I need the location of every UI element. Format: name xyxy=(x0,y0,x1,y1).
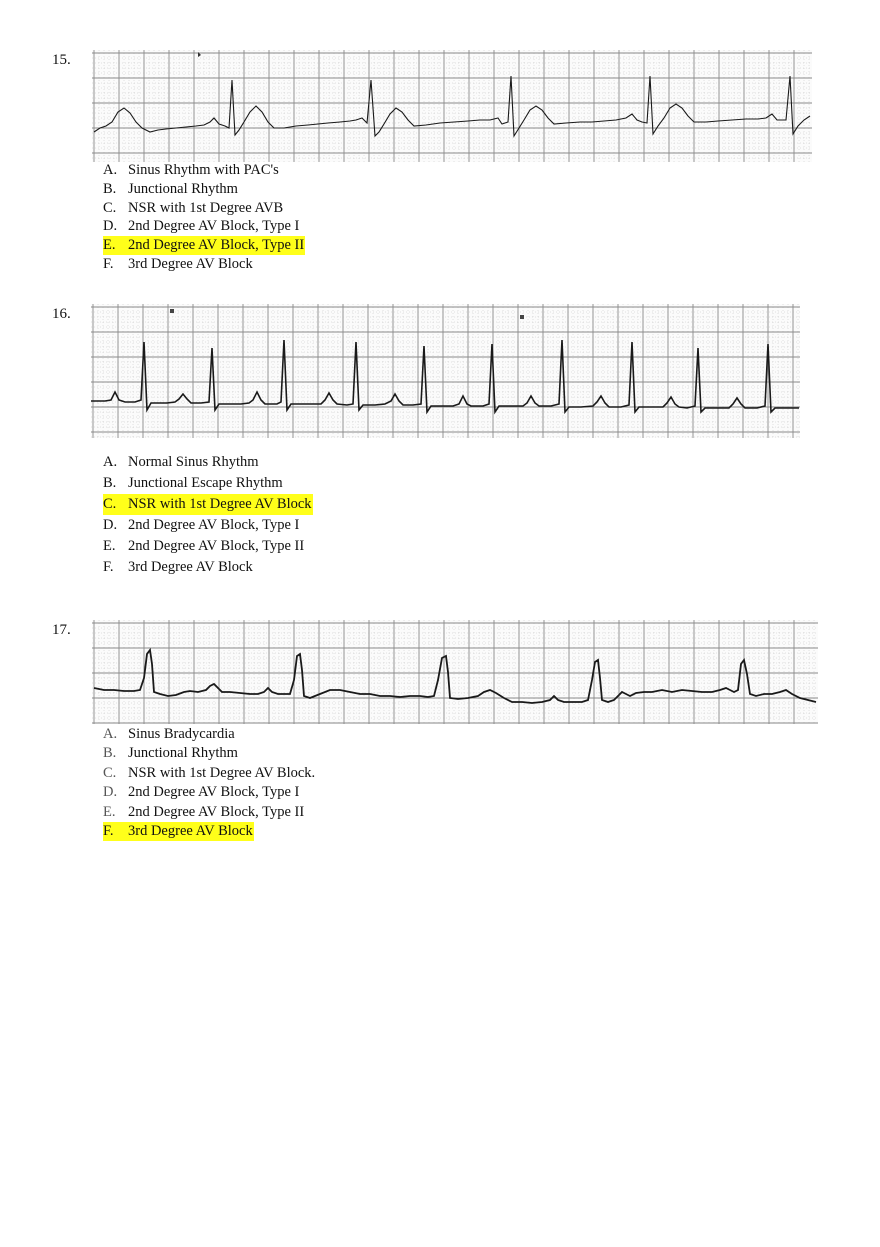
option-text: 2nd Degree AV Block, Type I xyxy=(128,218,300,235)
option-text: Normal Sinus Rhythm xyxy=(128,454,259,470)
option-16-E[interactable] xyxy=(103,536,313,557)
option-letter: E. xyxy=(103,237,116,254)
option-highlight xyxy=(103,494,313,515)
question-15-options xyxy=(103,161,305,274)
option-15-C[interactable] xyxy=(103,199,305,218)
option-letter: B. xyxy=(103,745,117,762)
ecg-strip-17-svg xyxy=(92,620,818,724)
option-16-A[interactable] xyxy=(103,452,313,473)
option-letter: F. xyxy=(103,559,114,575)
option-15-D[interactable] xyxy=(103,217,305,236)
option-text: Junctional Escape Rhythm xyxy=(128,475,283,491)
option-text: NSR with 1st Degree AV Block xyxy=(128,496,312,512)
option-16-B[interactable] xyxy=(103,473,313,494)
option-text: 3rd Degree AV Block xyxy=(128,822,253,839)
question-15-number: 15. xyxy=(52,52,71,68)
option-16-F[interactable] xyxy=(103,557,313,578)
option-text: 3rd Degree AV Block xyxy=(128,255,253,272)
option-17-D[interactable] xyxy=(103,783,316,802)
option-letter: C. xyxy=(103,199,117,216)
option-text: 3rd Degree AV Block xyxy=(128,559,253,575)
option-text: NSR with 1st Degree AV Block. xyxy=(128,764,316,781)
option-letter: D. xyxy=(103,517,118,533)
option-text: Junctional Rhythm xyxy=(128,180,238,197)
option-text: Sinus Bradycardia xyxy=(128,726,235,742)
question-16-options xyxy=(103,452,313,578)
option-16-D[interactable] xyxy=(103,515,313,536)
option-text: 2nd Degree AV Block, Type II xyxy=(128,538,305,554)
option-letter: A. xyxy=(103,162,118,178)
option-15-A[interactable] xyxy=(103,161,305,180)
option-highlight xyxy=(103,236,305,255)
ecg-strip-15 xyxy=(92,50,812,162)
option-text: 2nd Degree AV Block, Type I xyxy=(128,517,300,533)
question-17-number: 17. xyxy=(52,622,71,638)
option-text: NSR with 1st Degree AVB xyxy=(128,199,284,216)
option-letter: A. xyxy=(103,726,118,742)
ecg-strip-16 xyxy=(91,304,800,438)
option-letter: D. xyxy=(103,784,118,801)
option-letter: B. xyxy=(103,475,117,491)
question-16-number: 16. xyxy=(52,306,71,322)
option-17-B[interactable] xyxy=(103,744,316,763)
ecg-strip-15-svg xyxy=(92,50,812,162)
option-letter: D. xyxy=(103,218,118,235)
option-17-A[interactable] xyxy=(103,725,316,744)
question-17-options xyxy=(103,725,316,841)
ecg-strip-16-svg xyxy=(91,304,800,438)
option-letter: E. xyxy=(103,803,116,820)
option-letter: A. xyxy=(103,454,118,470)
option-16-C[interactable] xyxy=(103,494,313,515)
option-letter: F. xyxy=(103,822,114,839)
option-text: 2nd Degree AV Block, Type II xyxy=(128,237,305,254)
option-letter: C. xyxy=(103,764,117,781)
option-17-E[interactable] xyxy=(103,803,316,822)
option-17-C[interactable] xyxy=(103,764,316,783)
option-text: Sinus Rhythm with PAC's xyxy=(128,162,279,178)
option-text: 2nd Degree AV Block, Type I xyxy=(128,784,300,801)
ecg-strip-17 xyxy=(92,620,818,724)
option-text: 2nd Degree AV Block, Type II xyxy=(128,803,305,820)
option-15-B[interactable] xyxy=(103,180,305,199)
option-15-F[interactable] xyxy=(103,255,305,274)
option-letter: C. xyxy=(103,496,117,512)
option-letter: B. xyxy=(103,180,117,197)
option-letter: E. xyxy=(103,538,116,554)
option-letter: F. xyxy=(103,255,114,272)
option-17-F[interactable] xyxy=(103,822,316,841)
option-text: Junctional Rhythm xyxy=(128,745,238,762)
option-highlight xyxy=(103,822,254,841)
option-15-E[interactable] xyxy=(103,236,305,255)
